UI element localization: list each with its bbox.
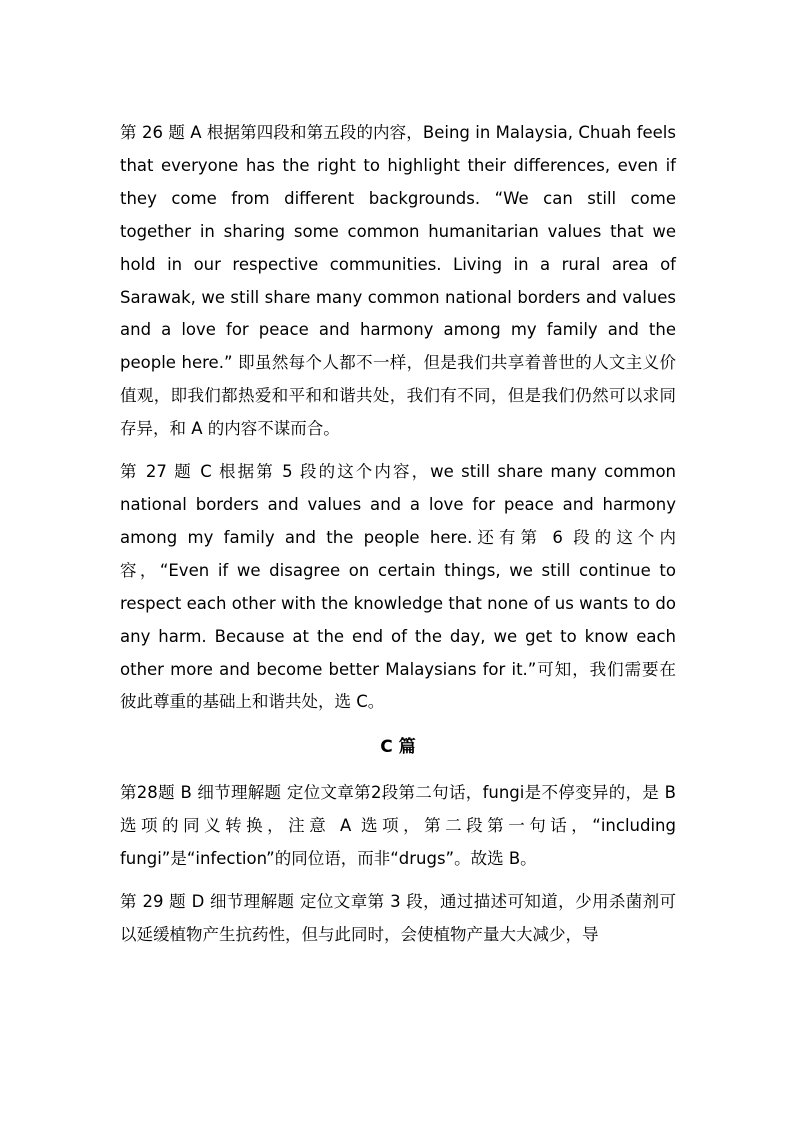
answer-paragraph-q28: 第28题 B 细节理解题 定位文章第2段第二句话，fungi是不停变异的，是 B 选项的同义转换，注意 A 选项，第二段第一句话，“including fungi”是“infection”的同位语，而非“drugs”。故选 B。	[120, 783, 676, 869]
answer-paragraph-q29: 第 29 题 D 细节理解题 定位文章第 3 段，通过描述可知道，少用杀菌剂可以延缓植物产生抗药性，但与此同时，会使植物产量大大减少，导	[120, 892, 676, 944]
section-heading-c: C 篇	[380, 737, 416, 758]
document-page	[120, 117, 676, 962]
answer-paragraph-q27: 第 27 题 C 根据第 5 段的这个内容，we still share many common national borders and values and a love for peace and harmony among my family and the people here.还有第 6 段的这个内容，“Even if we disagree on certain things, we still continue to respect each other with the knowledge that none of us wants to do any harm. Because at the end of the day, we get to know each other more and become better Malaysians for it.”可知，我们需要在彼此尊重的基础上和谐共处，选 C。	[120, 462, 676, 712]
answer-paragraph-q26: 第 26 题 A 根据第四段和第五段的内容，Being in Malaysia, Chuah feels that everyone has the right to highlight their differences, even if they come from different backgrounds. “We can still come together in sharing some common humanitarian values that we hold in our respective communities. Living in a rural area of Sarawak, we still share many common national borders and values and a love for peace and harmony among my family and the people here.” 即虽然每个人都不一样，但是我们共享着普世的人文主义价值观，即我们都热爱和平和和谐共处，我们有不同，但是我们仍然可以求同存异，和 A 的内容不谋而合。	[120, 123, 676, 439]
